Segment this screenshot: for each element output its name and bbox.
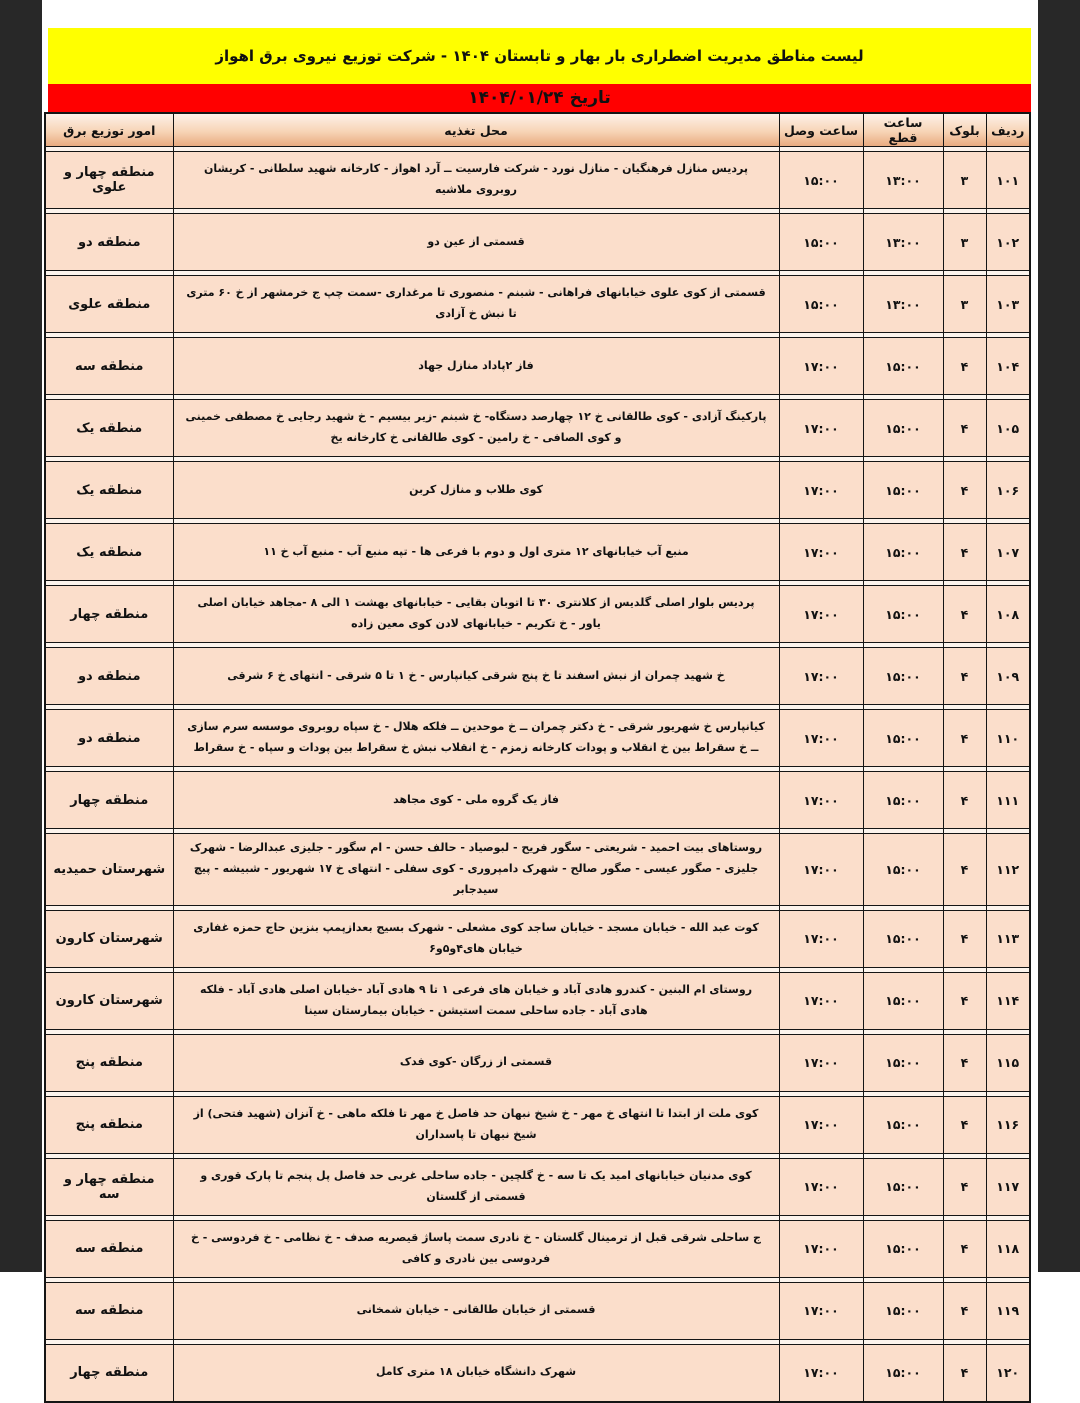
date-banner (48, 84, 1031, 112)
cell-block: ۴ (943, 772, 986, 829)
cell-reconnect-time: ۱۷:۰۰ (779, 648, 863, 705)
cell-row-number: ۱۰۳ (986, 276, 1030, 333)
cell-row-number: ۱۱۷ (986, 1158, 1030, 1215)
cell-row-number: ۱۱۱ (986, 772, 1030, 829)
cell-cut-time: ۱۵:۰۰ (863, 1034, 943, 1091)
col-header-cut-time: ساعت قطع (863, 113, 943, 147)
document-page (42, 0, 1038, 1381)
table-row (45, 648, 1030, 705)
cell-cut-time: ۱۵:۰۰ (863, 400, 943, 457)
cell-block: ۴ (943, 1158, 986, 1215)
cell-reconnect-time: ۱۷:۰۰ (779, 772, 863, 829)
col-header-block: بلوک (943, 113, 986, 147)
cell-row-number: ۱۱۸ (986, 1220, 1030, 1277)
cell-block: ۴ (943, 524, 986, 581)
cell-block: ۳ (943, 214, 986, 271)
outage-schedule-table (44, 112, 1031, 1403)
cell-location: کوی مدنیان خیابانهای امید یک تا سه - خ گلچین - جاده ساحلی غربی حد فاصل پل پنجم تا پارک قوری و قسمتی از گلستان (173, 1158, 779, 1215)
cell-cut-time: ۱۵:۰۰ (863, 338, 943, 395)
table-row (45, 524, 1030, 581)
left-dark-band (0, 0, 42, 1272)
col-header-district: امور توزیع برق (45, 113, 173, 147)
cell-district: منطقه سه (45, 1220, 173, 1277)
table-row (45, 910, 1030, 967)
cell-reconnect-time: ۱۷:۰۰ (779, 710, 863, 767)
cell-district: منطقه چهار (45, 586, 173, 643)
table-row (45, 772, 1030, 829)
cell-row-number: ۱۱۰ (986, 710, 1030, 767)
cell-district: منطقه پنج (45, 1034, 173, 1091)
cell-row-number: ۱۲۰ (986, 1344, 1030, 1402)
cell-location: کوت عبد الله - خیابان مسجد - خیابان ساجد کوی مشعلی - شهرک بسیج بعدازپمپ بنزین حاج حمزه غفاری خیابان های۴و۵و۶ (173, 910, 779, 967)
cell-cut-time: ۱۵:۰۰ (863, 710, 943, 767)
cell-cut-time: ۱۵:۰۰ (863, 586, 943, 643)
cell-block: ۴ (943, 1034, 986, 1091)
cell-location: فاز یک گروه ملی - کوی مجاهد (173, 772, 779, 829)
cell-row-number: ۱۰۲ (986, 214, 1030, 271)
cell-location: کیانپارس خ شهریور شرقی - خ دکتر چمران ــ خ موحدین ــ فلکه هلال - خ سپاه روبروی موسسه سرم سازی ــ خ سقراط بین خ انقلاب و پودات کارخانه زمزم - خ انقلاب نبش خ سقراط بین پودات و سپاه - خ سقراط (173, 710, 779, 767)
cell-reconnect-time: ۱۵:۰۰ (779, 276, 863, 333)
table-row (45, 152, 1030, 209)
cell-reconnect-time: ۱۷:۰۰ (779, 1096, 863, 1153)
cell-location: پردیس منازل فرهنگیان - منازل نورد - شرکت فارسیت ــ آرد اهواز - کارخانه شهید سلطانی - کریشان روبروی ملاشیه (173, 152, 779, 209)
table-row (45, 400, 1030, 457)
cell-row-number: ۱۰۱ (986, 152, 1030, 209)
cell-location: کوی ملت از ابتدا تا انتهای خ مهر - خ شیخ نبهان حد فاصل خ مهر تا فلکه ماهی - خ آنزان (شهید فتحی) از شیخ نبهان تا پاسداران (173, 1096, 779, 1153)
cell-district: منطقه دو (45, 214, 173, 271)
cell-row-number: ۱۰۹ (986, 648, 1030, 705)
cell-cut-time: ۱۵:۰۰ (863, 648, 943, 705)
cell-block: ۴ (943, 400, 986, 457)
cell-district: منطقه دو (45, 710, 173, 767)
cell-district: منطقه یک (45, 462, 173, 519)
table-row (45, 1034, 1030, 1091)
cell-location: شهرک دانشگاه خیابان ۱۸ متری کامل (173, 1344, 779, 1402)
cell-reconnect-time: ۱۷:۰۰ (779, 910, 863, 967)
cell-reconnect-time: ۱۷:۰۰ (779, 586, 863, 643)
table-row (45, 276, 1030, 333)
table-row (45, 214, 1030, 271)
table-row (45, 1096, 1030, 1153)
cell-cut-time: ۱۵:۰۰ (863, 524, 943, 581)
table-row (45, 1344, 1030, 1402)
cell-reconnect-time: ۱۷:۰۰ (779, 1158, 863, 1215)
cell-block: ۴ (943, 462, 986, 519)
cell-reconnect-time: ۱۷:۰۰ (779, 1220, 863, 1277)
table-body (45, 147, 1030, 1402)
cell-location: پارکینگ آزادی - کوی طالقانی خ ۱۲ چهارصد دستگاه- خ شبنم -زیر بیسیم - خ شهید رجایی خ مصطفی خمینی و کوی الصافی - خ رامین - کوی طالقانی خ کارخانه یخ (173, 400, 779, 457)
cell-reconnect-time: ۱۷:۰۰ (779, 524, 863, 581)
cell-district: منطقه چهار و علوی (45, 152, 173, 209)
cell-row-number: ۱۰۵ (986, 400, 1030, 457)
cell-cut-time: ۱۳:۰۰ (863, 152, 943, 209)
table-row (45, 462, 1030, 519)
cell-district: منطقه یک (45, 400, 173, 457)
table-row (45, 834, 1030, 906)
right-dark-band (1038, 0, 1080, 1272)
cell-cut-time: ۱۳:۰۰ (863, 276, 943, 333)
cell-cut-time: ۱۵:۰۰ (863, 910, 943, 967)
cell-row-number: ۱۰۶ (986, 462, 1030, 519)
cell-district: منطقه سه (45, 1282, 173, 1339)
cell-district: منطقه پنج (45, 1096, 173, 1153)
cell-reconnect-time: ۱۷:۰۰ (779, 834, 863, 906)
cell-location: منبع آب خیابانهای ۱۲ متری اول و دوم با فرعی ها - تپه منبع آب - منبع آب خ ۱۱ (173, 524, 779, 581)
cell-row-number: ۱۱۹ (986, 1282, 1030, 1339)
table-header-row (45, 113, 1030, 147)
cell-row-number: ۱۰۷ (986, 524, 1030, 581)
cell-cut-time: ۱۵:۰۰ (863, 972, 943, 1029)
cell-district: منطقه چهار و سه (45, 1158, 173, 1215)
col-header-reconnect-time: ساعت وصل (779, 113, 863, 147)
cell-location: قسمتی از زرگان -کوی فدک (173, 1034, 779, 1091)
table-row (45, 586, 1030, 643)
cell-cut-time: ۱۵:۰۰ (863, 1096, 943, 1153)
cell-row-number: ۱۰۸ (986, 586, 1030, 643)
table-row (45, 338, 1030, 395)
cell-reconnect-time: ۱۷:۰۰ (779, 338, 863, 395)
cell-row-number: ۱۰۴ (986, 338, 1030, 395)
table-row (45, 1220, 1030, 1277)
cell-reconnect-time: ۱۷:۰۰ (779, 1344, 863, 1402)
cell-district: منطقه چهار (45, 772, 173, 829)
cell-row-number: ۱۱۶ (986, 1096, 1030, 1153)
cell-reconnect-time: ۱۷:۰۰ (779, 1282, 863, 1339)
cell-cut-time: ۱۵:۰۰ (863, 462, 943, 519)
cell-cut-time: ۱۵:۰۰ (863, 1220, 943, 1277)
cell-district: منطقه دو (45, 648, 173, 705)
cell-block: ۴ (943, 972, 986, 1029)
table-row (45, 1158, 1030, 1215)
cell-row-number: ۱۱۵ (986, 1034, 1030, 1091)
cell-block: ۴ (943, 648, 986, 705)
cell-reconnect-time: ۱۷:۰۰ (779, 400, 863, 457)
cell-row-number: ۱۱۲ (986, 834, 1030, 906)
cell-district: شهرستان کارون (45, 910, 173, 967)
cell-location: کوی طلاب و منازل کربن (173, 462, 779, 519)
cell-location: قسمتی از کوی علوی خیابانهای فراهانی - شبنم - منصوری تا مرغداری -سمت چپ ج خرمشهر از خ ۶۰ متری تا نبش خ آزادی (173, 276, 779, 333)
cell-block: ۴ (943, 1344, 986, 1402)
table-row (45, 972, 1030, 1029)
cell-cut-time: ۱۵:۰۰ (863, 834, 943, 906)
cell-block: ۴ (943, 834, 986, 906)
cell-block: ۴ (943, 1096, 986, 1153)
cell-district: منطقه یک (45, 524, 173, 581)
cell-block: ۴ (943, 1282, 986, 1339)
cell-district: منطقه علوی (45, 276, 173, 333)
cell-row-number: ۱۱۳ (986, 910, 1030, 967)
cell-location: ج ساحلی شرقی قبل از ترمینال گلستان - خ نادری سمت پاساژ قیصریه صدف - خ نظامی - خ فردوسی - خ فردوسی بین نادری و کافی (173, 1220, 779, 1277)
page-title: لیست مناطق مدیریت اضطراری بار بهار و تابستان ۱۴۰۴ - شرکت توزیع نیروی برق اهواز (215, 47, 864, 65)
cell-reconnect-time: ۱۷:۰۰ (779, 1034, 863, 1091)
cell-block: ۳ (943, 276, 986, 333)
cell-reconnect-time: ۱۷:۰۰ (779, 972, 863, 1029)
date-label: تاریخ ۱۴۰۴/۰۱/۲۴ (468, 88, 611, 108)
cell-location: قسمتی از خیابان طالقانی - خیابان شمخانی (173, 1282, 779, 1339)
cell-block: ۴ (943, 710, 986, 767)
cell-location: روستای ام البنین - کندرو هادی آباد و خیابان های فرعی ۱ تا ۹ هادی آباد -خیابان اصلی هادی آباد - فلکه هادی آباد - جاده ساحلی سمت استیشن - خیابان بیمارستان سینا (173, 972, 779, 1029)
cell-district: شهرستان کارون (45, 972, 173, 1029)
cell-cut-time: ۱۵:۰۰ (863, 1282, 943, 1339)
cell-block: ۴ (943, 586, 986, 643)
cell-reconnect-time: ۱۵:۰۰ (779, 152, 863, 209)
cell-reconnect-time: ۱۵:۰۰ (779, 214, 863, 271)
table-row (45, 1282, 1030, 1339)
cell-cut-time: ۱۳:۰۰ (863, 214, 943, 271)
cell-district: شهرستان حمیدیه (45, 834, 173, 906)
cell-location: روستاهای بیت احمید - شریعتی - سگور فریح - لبوصیاد - حالف حسن - ام سگور - جلیزی عبدالرضا - شهرک جلیزی - صگور عیسی - صگور صالح - شهرک دامپروری - کوی سفلی - انتهای خ ۱۷ شهریور - شبیشه - پیچ سیدجابر (173, 834, 779, 906)
cell-location: پردیس بلوار اصلی گلدیس از کلانتری ۳۰ تا اتوبان بقایی - خیابانهای بهشت ۱ الی ۸ -مجاهد خیابان اصلی یاور - خ تکریم - خیابانهای لادن کوی معین زاده (173, 586, 779, 643)
cell-location: فاز ۲پاداد منازل جهاد (173, 338, 779, 395)
cell-block: ۴ (943, 1220, 986, 1277)
cell-cut-time: ۱۵:۰۰ (863, 1158, 943, 1215)
cell-location: خ شهید چمران از نبش اسفند تا خ پنج شرقی کیانپارس - خ ۱ تا ۵ شرقی - انتهای خ ۶ شرقی (173, 648, 779, 705)
col-header-location: محل تغذیه (173, 113, 779, 147)
cell-district: منطقه چهار (45, 1344, 173, 1402)
cell-block: ۴ (943, 910, 986, 967)
cell-cut-time: ۱۵:۰۰ (863, 1344, 943, 1402)
cell-block: ۴ (943, 338, 986, 395)
cell-block: ۳ (943, 152, 986, 209)
cell-reconnect-time: ۱۷:۰۰ (779, 462, 863, 519)
cell-district: منطقه سه (45, 338, 173, 395)
table-row (45, 710, 1030, 767)
cell-location: قسمتی از عین دو (173, 214, 779, 271)
col-header-row-number: ردیف (986, 113, 1030, 147)
cell-cut-time: ۱۵:۰۰ (863, 772, 943, 829)
cell-row-number: ۱۱۴ (986, 972, 1030, 1029)
title-banner (48, 28, 1031, 84)
